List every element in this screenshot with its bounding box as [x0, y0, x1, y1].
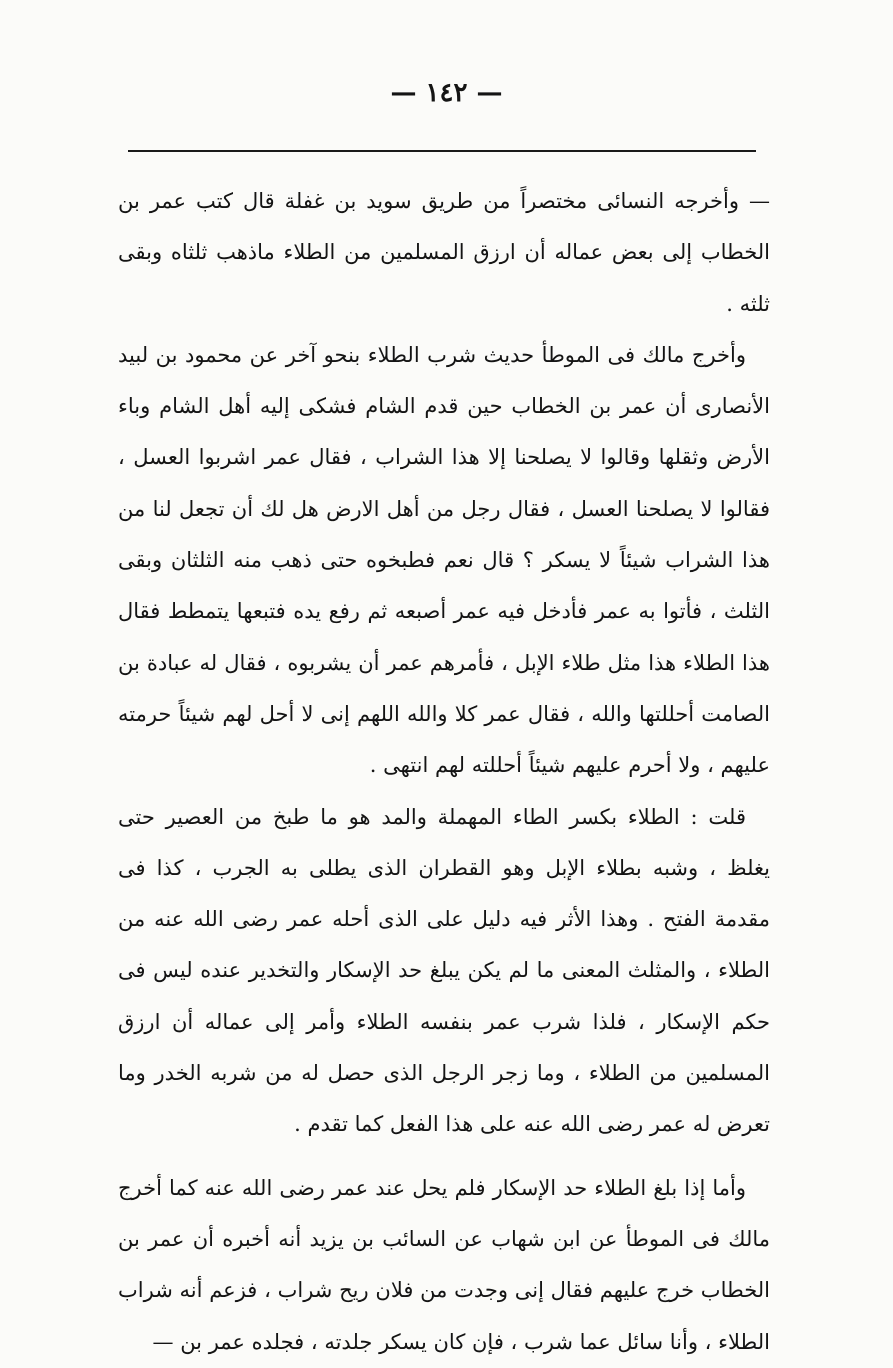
paragraph-intoxication-limit: وأما إذا بلغ الطلاء حد الإسكار فلم يحل عند عمر رضى الله عنه كما أخرج مالك فى الموطأ عن ابن شهاب عن السائب بن يزيد أنه أخبره أن عمر بن الخطاب خرج عليهم فقال إنى وجدت من فلان ريح شراب ، فزعم أنه شراب الطلاء ، وأنا سائل عما شرب ، فإن كان يسكر جلدته ، فجلده عمر بن — — [118, 1175, 770, 1354]
header-rule — [128, 150, 756, 152]
paragraph-malik-narration: وأخرج مالك فى الموطأ حديث شرب الطلاء بنحو آخر عن محمود بن لبيد الأنصارى أن عمر بن الخطاب حين قدم الشام فشكى إليه أهل الشام وباء الأرض وثقلها وقالوا لا يصلحنا إلا هذا الشراب ، فقال عمر اشربوا العسل ، فقالوا لا يصلحنا العسل ، فقال رجل من أهل الارض هل لك أن تجعل لنا من هذا الشراب شيئاً لا يسكر ؟ قال نعم فطبخوه حتى ذهب منه الثلثان وبقى الثلث ، فأتوا به عمر فأدخل فيه عمر أصبعه ثم رفع يده فتبعها يتمطط فقال هذا الطلاء هذا مثل طلاء الإبل ، فأمرهم عمر أن يشربوه ، فقال له عبادة بن الصامت أحللتها والله ، فقال عمر كلا والله اللهم إنى لا أحل لهم شيئاً حرمته عليهم ، ولا أحرم عليهم شيئاً أحللته لهم انتهى . — [118, 342, 770, 778]
page-number: — ١٤٢ — — [390, 78, 503, 108]
paragraph-nasai-narration: — وأخرجه النسائى مختصراً من طريق سويد بن غفلة قال كتب عمر بن الخطاب إلى بعض عماله أن ارزق المسلمين من الطلاء ماذهب ثلثاه وبقى ثلثه . — [118, 189, 770, 316]
paragraph-commentary: قلت : الطلاء بكسر الطاء المهملة والمد هو ما طبخ من العصير حتى يغلظ ، وشبه بطلاء الإبل وهو القطران الذى يطلى به الجرب ، كذا فى مقدمة الفتح . وهذا الأثر فيه دليل على الذى أحله عمر رضى الله عنه من الطلاء ، والمثلث المعنى ما لم يكن يبلغ حد الإسكار والتخدير عنده ليس فى حكم الإسكار ، فلذا شرب عمر بنفسه الطلاء وأمر إلى عماله أن ارزق المسلمين من الطلاء ، وما زجر الرجل الذى حصل له من شربه الخدر وما تعرض له عمر رضى الله عنه على هذا الفعل كما تقدم . — [118, 804, 770, 1137]
body-text — [118, 176, 770, 1368]
